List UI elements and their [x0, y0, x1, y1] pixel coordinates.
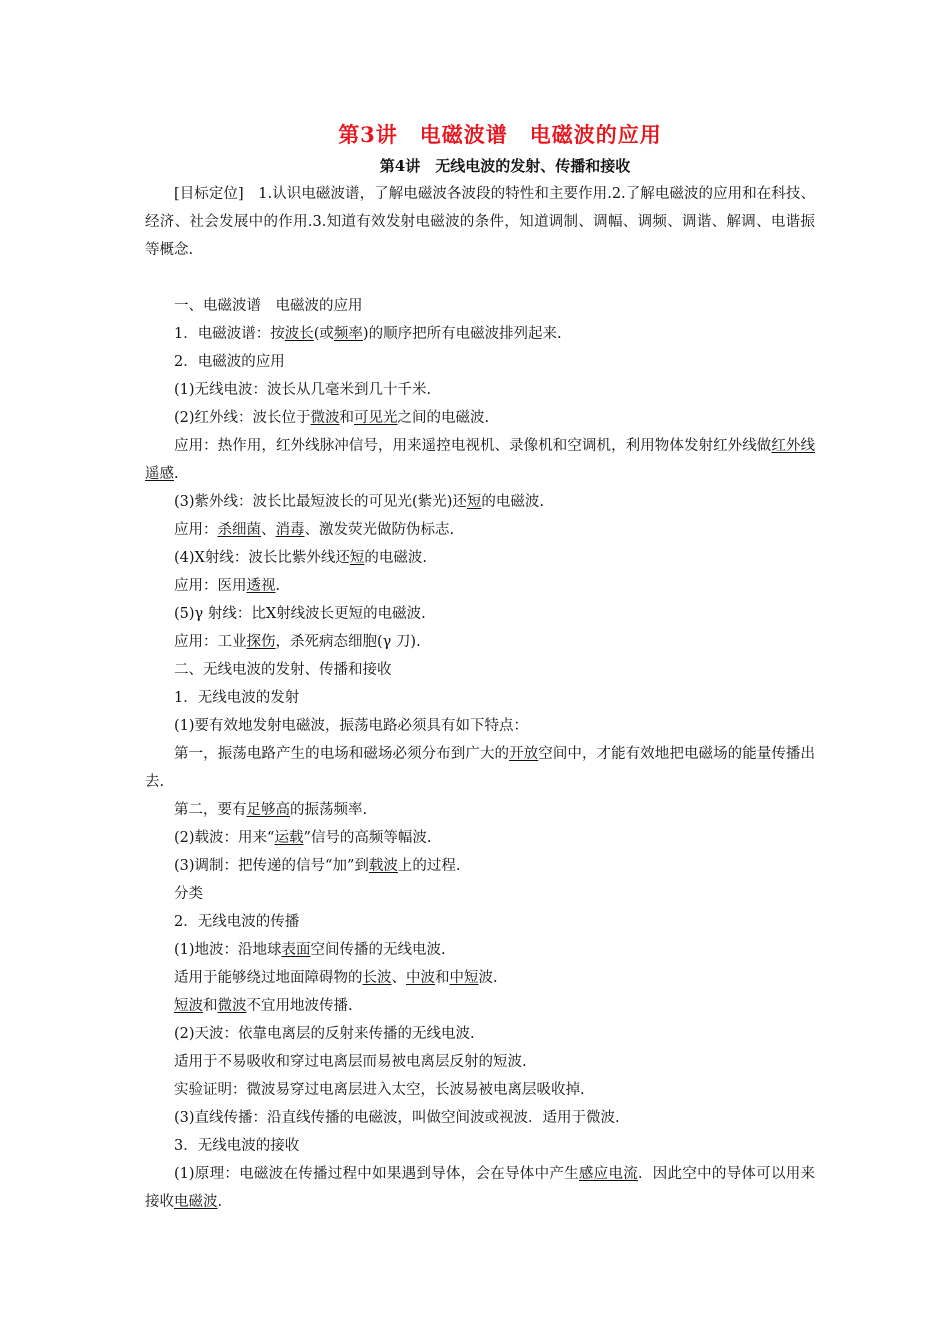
paragraph: (4)X射线：波长比紫外线还短的电磁波.: [174, 550, 427, 566]
paragraph: (1)无线电波：波长从几毫米到几十千米.: [174, 382, 432, 398]
paragraph: 应用：热作用，红外线脉冲信号，用来遥控电视机、录像机和空调机，利用物体发射红外线做红外线遥感.: [145, 438, 815, 482]
paragraph: 1．电磁波谱：按波长(或频率)的顺序把所有电磁波排列起来.: [174, 326, 562, 342]
goal-paragraph: [145, 180, 815, 264]
page-subtitle: 第4讲 无线电波的发射、传播和接收: [379, 157, 631, 175]
section-2-heading: 二、无线电波的发射、传播和接收: [174, 662, 392, 678]
paragraph: 第一，振荡电路产生的电场和磁场必须分布到广大的开放空间中，才能有效地把电磁场的能量传播出去.: [145, 746, 816, 790]
paragraph: (2)红外线：波长位于微波和可见光之间的电磁波.: [174, 410, 490, 426]
goal-label: [目标定位]: [174, 186, 244, 202]
spacer: [145, 264, 815, 292]
paragraph: 2．电磁波的应用: [174, 354, 285, 370]
paragraph: (3)紫外线：波长比最短波长的可见光(紫光)还短的电磁波.: [174, 494, 544, 510]
paragraph: (2)天波：依靠电离层的反射来传播的无线电波.: [174, 1026, 475, 1042]
paragraph: 3．无线电波的接收: [174, 1138, 300, 1154]
paragraph: 应用：工业探伤，杀死病态细胞(γ 刀).: [174, 634, 421, 650]
paragraph: 分类: [174, 886, 203, 902]
paragraph: 短波和微波不宜用地波传播.: [174, 998, 353, 1014]
goal-text: 1.认识电磁波谱，了解电磁波各波段的特性和主要作用.2.了解电磁波的应用和在科技、经济、社会发展中的作用.3.知道有效发射电磁波的条件，知道调制、调幅、调频、调谐、解调、电谐振等概念.: [145, 186, 816, 258]
paragraph: 适用于不易吸收和穿过电离层而易被电离层反射的短波.: [174, 1054, 527, 1070]
paragraph: (1)原理：电磁波在传播过程中如果遇到导体，会在导体中产生感应电流．因此空中的导体可以用来接收电磁波.: [145, 1166, 815, 1210]
paragraph: 应用：医用透视.: [174, 578, 281, 594]
section-1-heading: 一、电磁波谱 电磁波的应用: [174, 298, 363, 314]
paragraph: 适用于能够绕过地面障碍物的长波、中波和中短波.: [174, 970, 498, 986]
paragraph: (1)要有效地发射电磁波，振荡电路必须具有如下特点：: [174, 718, 529, 734]
paragraph: (3)直线传播：沿直线传播的电磁波，叫做空间波或视波．适用于微波.: [174, 1110, 620, 1126]
paragraph: 1．无线电波的发射: [174, 690, 300, 706]
document-page: [145, 118, 815, 1216]
paragraph: (1)地波：沿地球表面空间传播的无线电波.: [174, 942, 446, 958]
paragraph: (5)γ 射线：比X射线波长更短的电磁波.: [174, 606, 426, 622]
paragraph: 2．无线电波的传播: [174, 914, 300, 930]
paragraph: 第二，要有足够高的振荡频率.: [174, 802, 368, 818]
paragraph: 实验证明：微波易穿过电离层进入太空，长波易被电离层吸收掉.: [174, 1082, 585, 1098]
paragraph: (2)载波：用来“运载”信号的高频等幅波.: [174, 830, 432, 846]
paragraph: (3)调制：把传递的信号“加”到载波上的过程.: [174, 858, 461, 874]
page-title: 第3讲 电磁波谱 电磁波的应用: [338, 122, 662, 147]
paragraph: 应用：杀细菌、消毒、激发荧光做防伪标志.: [174, 522, 455, 538]
